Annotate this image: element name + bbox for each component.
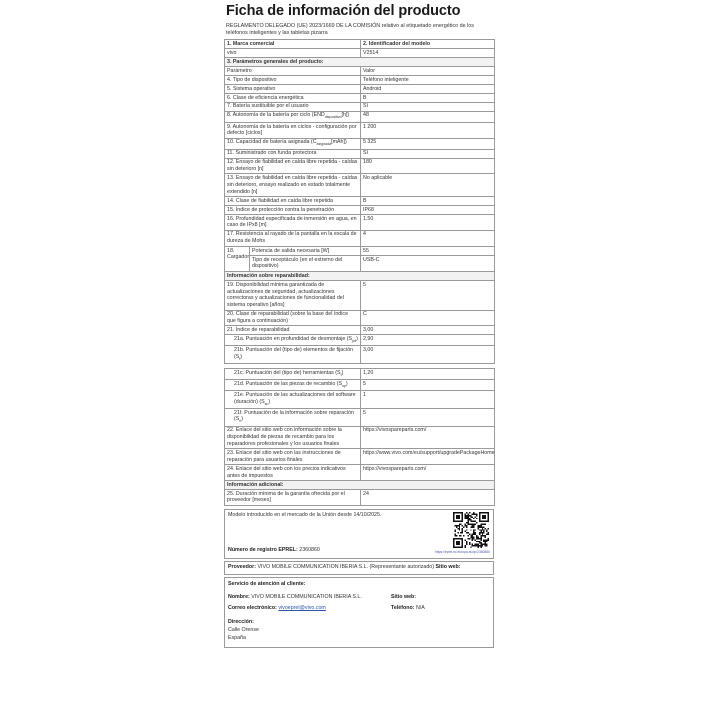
repair-row	[225, 335, 495, 346]
repair-label: 21a. Puntuación en profundidad de desmontaje $(S_{pd})$	[225, 335, 361, 346]
parameter-label: 5. Sistema operativo	[225, 84, 361, 93]
repair-value: https://vivospareparts.com/	[361, 465, 495, 481]
market-introduction-text: Modelo introducido en el mercado de la Unión desde 14/10/2025.	[228, 511, 382, 518]
footer-box	[224, 509, 494, 559]
repair-row	[225, 449, 495, 465]
parameter-row	[225, 93, 495, 102]
supplier-label: Proveedor:	[228, 563, 256, 570]
warranty-row	[225, 490, 495, 506]
parameter-label: 12. Ensayo de fiabilidad en caída libre repetida - caídas sin deterioro [n]	[225, 158, 361, 174]
parameter-label: 6. Clase de eficiencia energética	[225, 93, 361, 102]
parameter-label: 8. Autonomía de la batería por ciclo $(END_{dispositivo}[h])$	[225, 111, 361, 122]
charger-receptacle-row	[225, 255, 495, 271]
supplier-box	[224, 561, 494, 575]
parameter-label: 17. Resistencia al rayado de la pantalla en la escala de dureza de Mohs	[225, 230, 361, 246]
parameter-value: Sí	[361, 102, 495, 111]
parameter-label: 16. Profundidad especificada de inmersión en agua, en caso de IPx8 [m]	[225, 215, 361, 231]
parameter-value: B	[361, 197, 495, 206]
repair-label: 23. Enlace del sitio web con las instrucciones de reparación para usuarios finales	[225, 449, 361, 465]
parameter-value: 48	[361, 111, 495, 122]
additional-section-heading: Información adicional:	[225, 481, 495, 490]
parameter-row	[225, 149, 495, 158]
service-email-link[interactable]: vivoeprel@vivo.com	[278, 605, 326, 612]
charger-table	[224, 246, 495, 272]
parameter-row	[225, 174, 495, 197]
charger-row	[225, 247, 495, 256]
parameter-label: 14. Clase de fiabilidad en caída libre repetida	[225, 197, 361, 206]
customer-service-title: Servicio de atención al cliente:	[228, 580, 306, 587]
parameter-row	[225, 215, 495, 231]
parameter-row	[225, 230, 495, 246]
parameter-value: IP68	[361, 206, 495, 215]
repairability-table-continued	[224, 368, 495, 506]
address-line-2: España	[228, 634, 246, 641]
service-phone-label: Teléfono:	[391, 605, 415, 612]
brand-value: vivo	[225, 48, 361, 57]
parameter-label: 10. Capacidad de batería asignada $(C_{asignada}[mAh])$	[225, 138, 361, 149]
repairability-table	[224, 271, 495, 364]
charger-receptacle-value: USB-C	[361, 255, 495, 271]
charger-label: 18. Cargador	[225, 247, 250, 272]
parameter-value: 4	[361, 230, 495, 246]
parameter-value: Android	[361, 84, 495, 93]
qr-code-icon[interactable]	[453, 512, 489, 548]
value-column-header: Valor	[361, 66, 495, 75]
params-header-row	[225, 66, 495, 75]
repair-value: 5	[361, 380, 495, 391]
parameter-value: No aplicable	[361, 174, 495, 197]
repair-value: C	[361, 310, 495, 326]
repair-label: 24. Enlace del sitio web con los precios indicativos antes de impuestos	[225, 465, 361, 481]
general-section-heading: 3. Parámetros generales del producto:	[225, 57, 495, 66]
repair-label: 21e. Puntuación de las actualizaciones del software (duración) $(S_{su})$	[225, 391, 361, 409]
product-information-sheet	[222, 0, 496, 720]
parameter-row	[225, 102, 495, 111]
repair-row	[225, 310, 495, 326]
regulation-text: REGLAMENTO DELEGADO (UE) 2023/1669 DE LA COMISIÓN relativo al etiquetado energético de los teléfonos inteligentes y las tabletas pizarra	[226, 23, 474, 36]
model-label: 2. Identificador del modelo	[361, 40, 495, 49]
service-web-label: Sitio web:	[391, 594, 417, 601]
service-phone-value: N/A	[415, 605, 425, 612]
repair-label: 19. Disponibilidad mínima garantizada de actualizaciones de seguridad, actualizaciones correctoras y actualizaciones de funcionalidad del sistema operativo [años]	[225, 281, 361, 310]
warranty-label: 25. Duración mínima de la garantía ofrecida por el proveedor [meses]	[225, 490, 361, 506]
parameter-row	[225, 75, 495, 84]
qr-link[interactable]: https://eprel.ec.europa.eu/qr/2360860	[435, 549, 490, 554]
parameter-label: 7. Batería sustituible por el usuario	[225, 102, 361, 111]
general-section-row	[225, 57, 495, 66]
address-label: Dirección:	[228, 618, 254, 625]
parameter-value: Sí	[361, 149, 495, 158]
parameter-value: 1,50	[361, 215, 495, 231]
repair-value: 5	[361, 281, 495, 310]
repair-label: 21d. Puntuación de las piezas de recambio $(S_{sp})$	[225, 380, 361, 391]
service-name-label: Nombre:	[228, 594, 250, 601]
repair-row	[225, 409, 495, 427]
repair-value: 3,00	[361, 346, 495, 364]
repair-value: https://www.vivo.com/eu/support/upgradePackageHome	[361, 449, 495, 465]
repair-row	[225, 465, 495, 481]
additional-section-row	[225, 481, 495, 490]
repair-label: 22. Enlace del sitio web con información sobre la disponibilidad de piezas de recambio para los reparadores profesionales y los usuarios finales	[225, 426, 361, 449]
brand-label: 1. Marca comercial	[225, 40, 361, 49]
charger-receptacle-label: Tipo de receptáculo (en el extremo del dispositivo)	[250, 255, 361, 271]
repair-row	[225, 391, 495, 409]
supplier-value: VIVO MOBILE COMMUNICATION IBERIA S.L. (Representante autorizado)	[257, 563, 434, 570]
sheet-title: Ficha de información del producto	[226, 3, 461, 19]
parameter-row	[225, 138, 495, 149]
parameter-row	[225, 84, 495, 93]
parameter-row	[225, 197, 495, 206]
service-email-label: Correo electrónico:	[228, 605, 277, 612]
parameter-value: 5 325	[361, 138, 495, 149]
parameter-label: 9. Autonomía de la batería en ciclos - configuración por defecto [ciclos]	[225, 122, 361, 138]
supplier-web-label: Sitio web:	[435, 563, 461, 570]
repair-row	[225, 346, 495, 364]
parameter-value: 180	[361, 158, 495, 174]
repair-label: 21. Índice de reparabilidad	[225, 326, 361, 335]
product-parameters-table	[224, 39, 495, 247]
repair-value: https://vivospareparts.com/	[361, 426, 495, 449]
parameter-row	[225, 111, 495, 122]
parameter-label: 15. Índice de protección contra la penetración	[225, 206, 361, 215]
repair-row	[225, 380, 495, 391]
brand-model-values-row	[225, 48, 495, 57]
customer-service-box	[224, 577, 494, 649]
repair-section-row	[225, 272, 495, 281]
repair-row	[225, 426, 495, 449]
repair-row	[225, 326, 495, 335]
repair-value: 5	[361, 409, 495, 427]
eprel-label: Número de registro EPREL:	[228, 546, 298, 553]
repair-label: 20. Clase de reparabilidad (sobre la base del índice que figura a continuación)	[225, 310, 361, 326]
parameter-row	[225, 158, 495, 174]
repair-row	[225, 369, 495, 380]
repair-value: 3,00	[361, 326, 495, 335]
repair-label: 21c. Puntuación del (tipo de) herramientas $(S_t)$	[225, 369, 361, 380]
parameter-value: Teléfono inteligente	[361, 75, 495, 84]
parameter-label: 13. Ensayo de fiabilidad en caída libre repetida - caídas sin deterioro, ensayo realizado en estado totalmente extendido [n]	[225, 174, 361, 197]
repair-value: 1,20	[361, 369, 495, 380]
repair-row	[225, 281, 495, 310]
eprel-number: 2360860	[299, 546, 320, 553]
repair-value: 2,90	[361, 335, 495, 346]
repair-value: 1	[361, 391, 495, 409]
charger-power-value: 55	[361, 247, 495, 256]
parameter-value: 1 200	[361, 122, 495, 138]
service-name-value: VIVO MOBILE COMMUNICATION IBERIA S.L.	[251, 594, 362, 601]
warranty-value: 24	[361, 490, 495, 506]
parameter-value: B	[361, 93, 495, 102]
address-line-1: Calle Orense	[228, 626, 259, 633]
parameter-row	[225, 122, 495, 138]
repair-label: 21f. Puntuación de la información sobre reparación $(S_{ri})$	[225, 409, 361, 427]
param-column-header: Parámetro	[225, 66, 361, 75]
repair-label: 21b. Puntuación del (tipo de) elementos de fijación $(S_f)$	[225, 346, 361, 364]
parameter-label: 11. Suministrado con funda protectora	[225, 149, 361, 158]
repair-section-heading: Información sobre reparabilidad:	[225, 272, 495, 281]
model-value: V2514	[361, 48, 495, 57]
parameter-label: 4. Tipo de dispositivo	[225, 75, 361, 84]
eprel-info	[225, 510, 493, 558]
parameter-row	[225, 206, 495, 215]
charger-power-label: Potencia de salida necesaria [W]	[250, 247, 361, 256]
brand-model-row	[225, 40, 495, 49]
